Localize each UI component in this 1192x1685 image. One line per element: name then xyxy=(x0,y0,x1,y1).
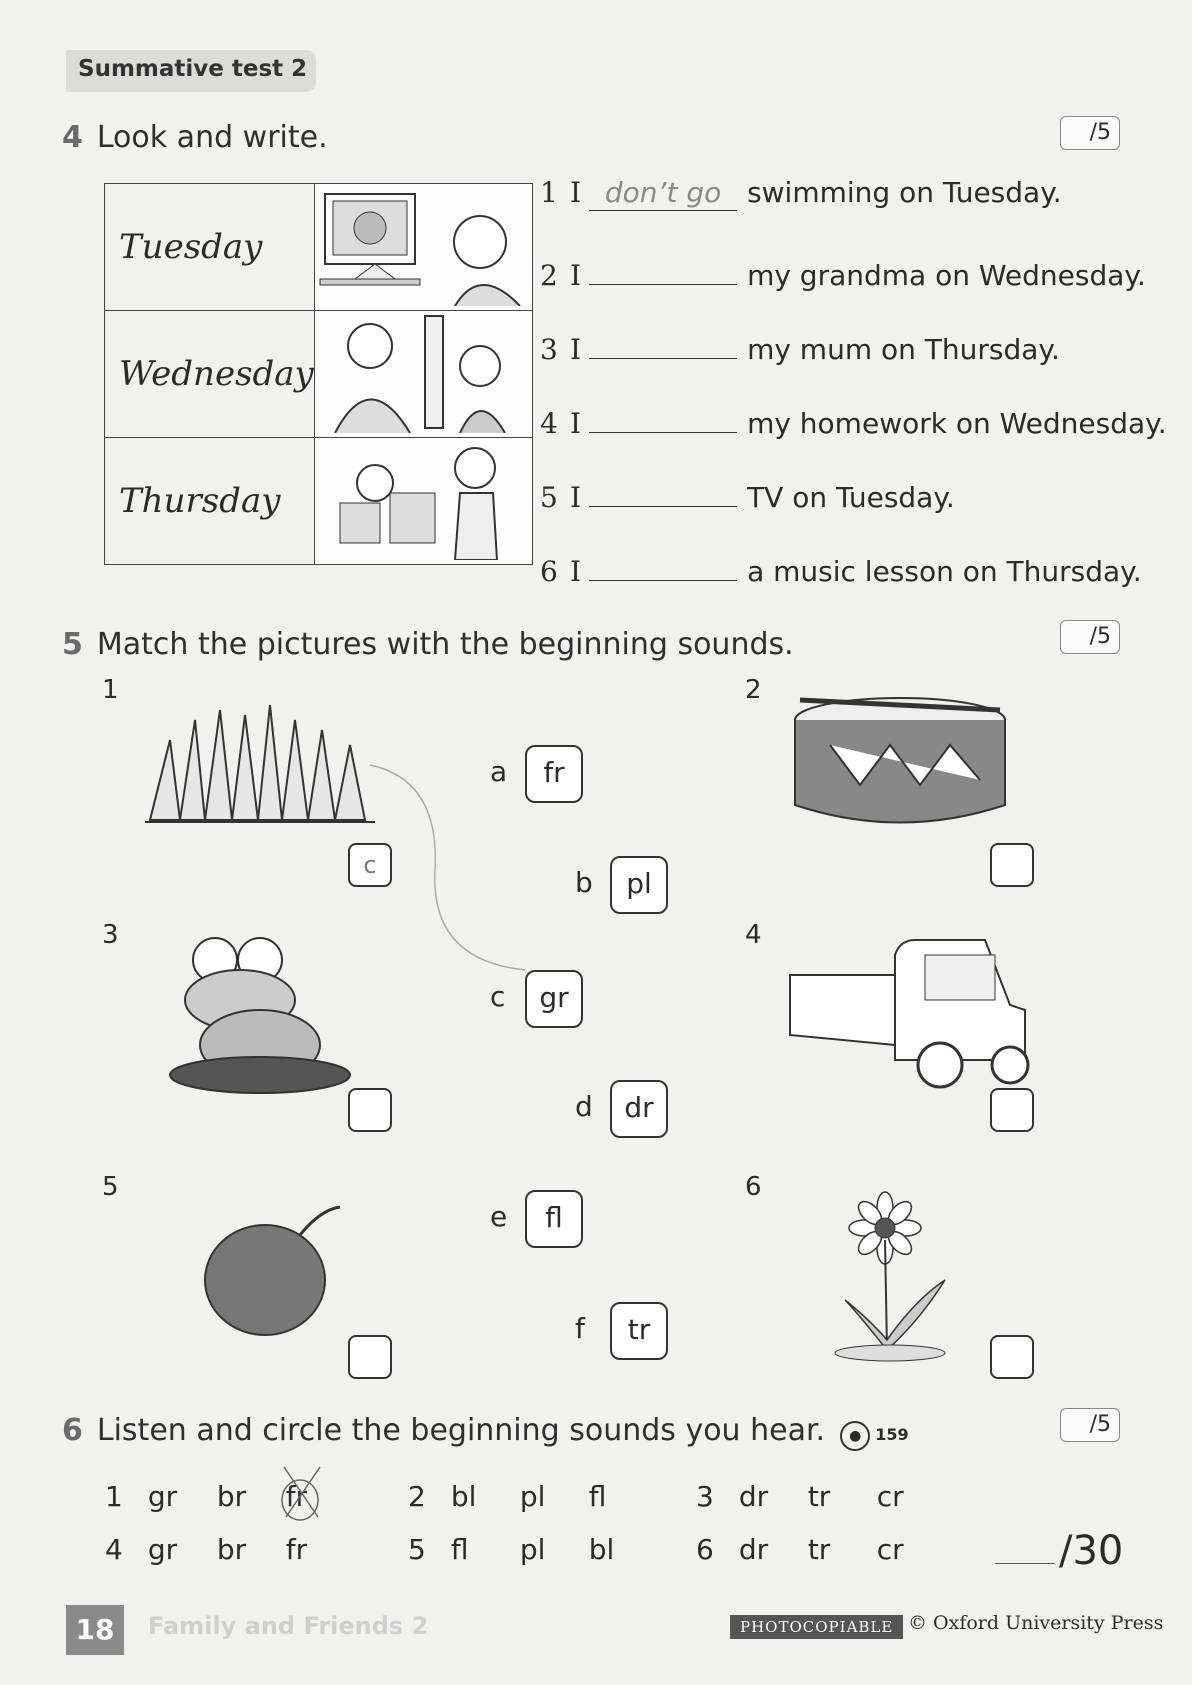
sound-choice[interactable]: dr xyxy=(738,1480,769,1513)
sentence-rest: a music lesson on Thursday. xyxy=(747,555,1142,588)
sentence-2 xyxy=(540,250,1146,292)
sound-choice[interactable]: tr xyxy=(807,1533,831,1566)
section6-score: /5 xyxy=(1060,1408,1120,1442)
sentence-subject: I xyxy=(570,259,582,292)
sound-choice[interactable]: pl xyxy=(519,1533,546,1566)
choice-text: fr xyxy=(285,1480,308,1513)
sentence-4 xyxy=(540,398,1167,440)
option-letter: c xyxy=(490,980,506,1013)
section6-heading xyxy=(62,1413,909,1451)
day-cell: Thursday xyxy=(105,438,315,565)
answer-box[interactable]: c xyxy=(348,843,392,887)
listen-item-4 xyxy=(105,1533,346,1566)
tv-picture xyxy=(314,184,532,311)
answer-box[interactable] xyxy=(990,1088,1034,1132)
section5-heading xyxy=(62,627,794,662)
page-number: 18 xyxy=(66,1605,124,1655)
sound-box: tr xyxy=(610,1302,668,1360)
day-table xyxy=(104,183,533,565)
item-number: 2 xyxy=(408,1480,426,1513)
section4-heading xyxy=(62,120,328,155)
shopping-picture xyxy=(314,438,532,565)
sentence-subject: I xyxy=(570,481,582,514)
truck-picture xyxy=(785,935,1030,1095)
option-letter: f xyxy=(575,1312,585,1345)
sentence-number: 6 xyxy=(540,555,558,588)
sound-box: gr xyxy=(525,970,583,1028)
header-tab xyxy=(66,50,316,92)
circle-cross-mark xyxy=(276,1462,332,1528)
section6-title: Listen and circle the beginning sounds you hear. xyxy=(96,1413,826,1448)
section5-score: /5 xyxy=(1060,620,1120,654)
sound-box: fl xyxy=(525,1190,583,1248)
section4-number: 4 xyxy=(62,120,83,155)
sound-choice[interactable]: pl xyxy=(519,1480,546,1513)
sound-choice[interactable]: cr xyxy=(876,1533,904,1566)
sentence-3 xyxy=(540,324,1060,366)
flower-picture xyxy=(825,1190,985,1370)
day-cell: Tuesday xyxy=(105,184,315,311)
sound-box: pl xyxy=(610,856,668,914)
sentence-5 xyxy=(540,472,955,514)
answer-blank[interactable] xyxy=(589,546,737,581)
sound-choice[interactable]: br xyxy=(216,1533,247,1566)
sentence-number: 5 xyxy=(540,481,558,514)
section6-number: 6 xyxy=(62,1413,83,1448)
sentence-subject: I xyxy=(570,176,582,209)
picture-number: 3 xyxy=(102,920,119,950)
plum-picture xyxy=(200,1195,350,1345)
frog-picture xyxy=(165,925,355,1105)
picture-number: 4 xyxy=(745,920,762,950)
sound-choice[interactable]: fr xyxy=(285,1533,308,1566)
item-number: 5 xyxy=(408,1533,426,1566)
item-number: 6 xyxy=(696,1533,714,1566)
answer-blank[interactable] xyxy=(589,472,737,507)
cd-icon: ● xyxy=(840,1421,870,1451)
total-label: /30 xyxy=(1059,1528,1124,1574)
sentence-subject: I xyxy=(570,333,582,366)
listen-item-5 xyxy=(408,1533,649,1566)
sentence-rest: swimming on Tuesday. xyxy=(747,176,1062,209)
sound-choice[interactable]: fl xyxy=(450,1533,469,1566)
sound-choice[interactable]: cr xyxy=(876,1480,904,1513)
drum-picture xyxy=(780,690,1020,840)
listen-item-6 xyxy=(696,1533,937,1566)
sound-choice[interactable]: bl xyxy=(450,1480,477,1513)
sound-choice[interactable]: br xyxy=(216,1480,247,1513)
section5-number: 5 xyxy=(62,627,83,662)
answer-box[interactable] xyxy=(990,1335,1034,1379)
day-cell: Wednesday xyxy=(105,311,315,438)
header-title: Summative test 2 xyxy=(78,56,308,82)
option-letter: d xyxy=(575,1090,593,1123)
section4-score: /5 xyxy=(1060,116,1120,150)
picture-number: 5 xyxy=(102,1172,119,1202)
sentence-number: 1 xyxy=(540,176,558,209)
item-number: 4 xyxy=(105,1533,123,1566)
option-letter: e xyxy=(490,1200,508,1233)
listen-item-1 xyxy=(105,1480,346,1513)
picture-number: 2 xyxy=(745,675,762,705)
total-score xyxy=(995,1528,1123,1574)
sound-choice[interactable]: dr xyxy=(738,1533,769,1566)
sound-choice[interactable]: tr xyxy=(807,1480,831,1513)
item-number: 1 xyxy=(105,1480,123,1513)
answer-box[interactable] xyxy=(990,843,1034,887)
publisher: © Oxford University Press xyxy=(908,1612,1164,1634)
sound-choice-circled[interactable] xyxy=(286,1480,346,1513)
sentence-subject: I xyxy=(570,555,582,588)
answer-box[interactable] xyxy=(348,1335,392,1379)
sentence-rest: my mum on Thursday. xyxy=(747,333,1060,366)
picture-number: 1 xyxy=(102,675,119,705)
sentence-subject: I xyxy=(570,407,582,440)
sentence-rest: my grandma on Wednesday. xyxy=(747,259,1146,292)
grandma-picture xyxy=(314,311,532,438)
total-blank[interactable] xyxy=(995,1563,1055,1564)
sentence-number: 2 xyxy=(540,259,558,292)
answer-blank[interactable] xyxy=(589,250,737,285)
section5-title: Match the pictures with the beginning sounds. xyxy=(96,627,794,662)
sentence-rest: TV on Tuesday. xyxy=(747,481,955,514)
sentence-number: 3 xyxy=(540,333,558,366)
sentence-1 xyxy=(540,176,1062,211)
answer-blank[interactable]: don’t go xyxy=(589,176,737,211)
track-number: 159 xyxy=(875,1425,909,1444)
listen-item-2 xyxy=(408,1480,649,1513)
listen-item-3 xyxy=(696,1480,937,1513)
grass-picture xyxy=(140,700,380,830)
sound-box: fr xyxy=(525,745,583,803)
section4-title: Look and write. xyxy=(96,120,328,155)
sentence-rest: my homework on Wednesday. xyxy=(747,407,1167,440)
answer-blank[interactable] xyxy=(589,398,737,433)
book-title: Family and Friends 2 xyxy=(148,1612,429,1640)
sound-choice[interactable]: gr xyxy=(147,1480,178,1513)
answer-box[interactable] xyxy=(348,1088,392,1132)
option-letter: a xyxy=(490,755,508,788)
sound-choice[interactable]: fl xyxy=(588,1480,607,1513)
item-number: 3 xyxy=(696,1480,714,1513)
picture-number: 6 xyxy=(745,1172,762,1202)
answer-blank[interactable] xyxy=(589,324,737,359)
sound-box: dr xyxy=(610,1080,668,1138)
photocopiable-label: PHOTOCOPIABLE xyxy=(730,1615,903,1639)
sound-choice[interactable]: bl xyxy=(588,1533,615,1566)
option-letter: b xyxy=(575,866,593,899)
sentence-6 xyxy=(540,546,1142,588)
sound-choice[interactable]: gr xyxy=(147,1533,178,1566)
sentence-number: 4 xyxy=(540,407,558,440)
